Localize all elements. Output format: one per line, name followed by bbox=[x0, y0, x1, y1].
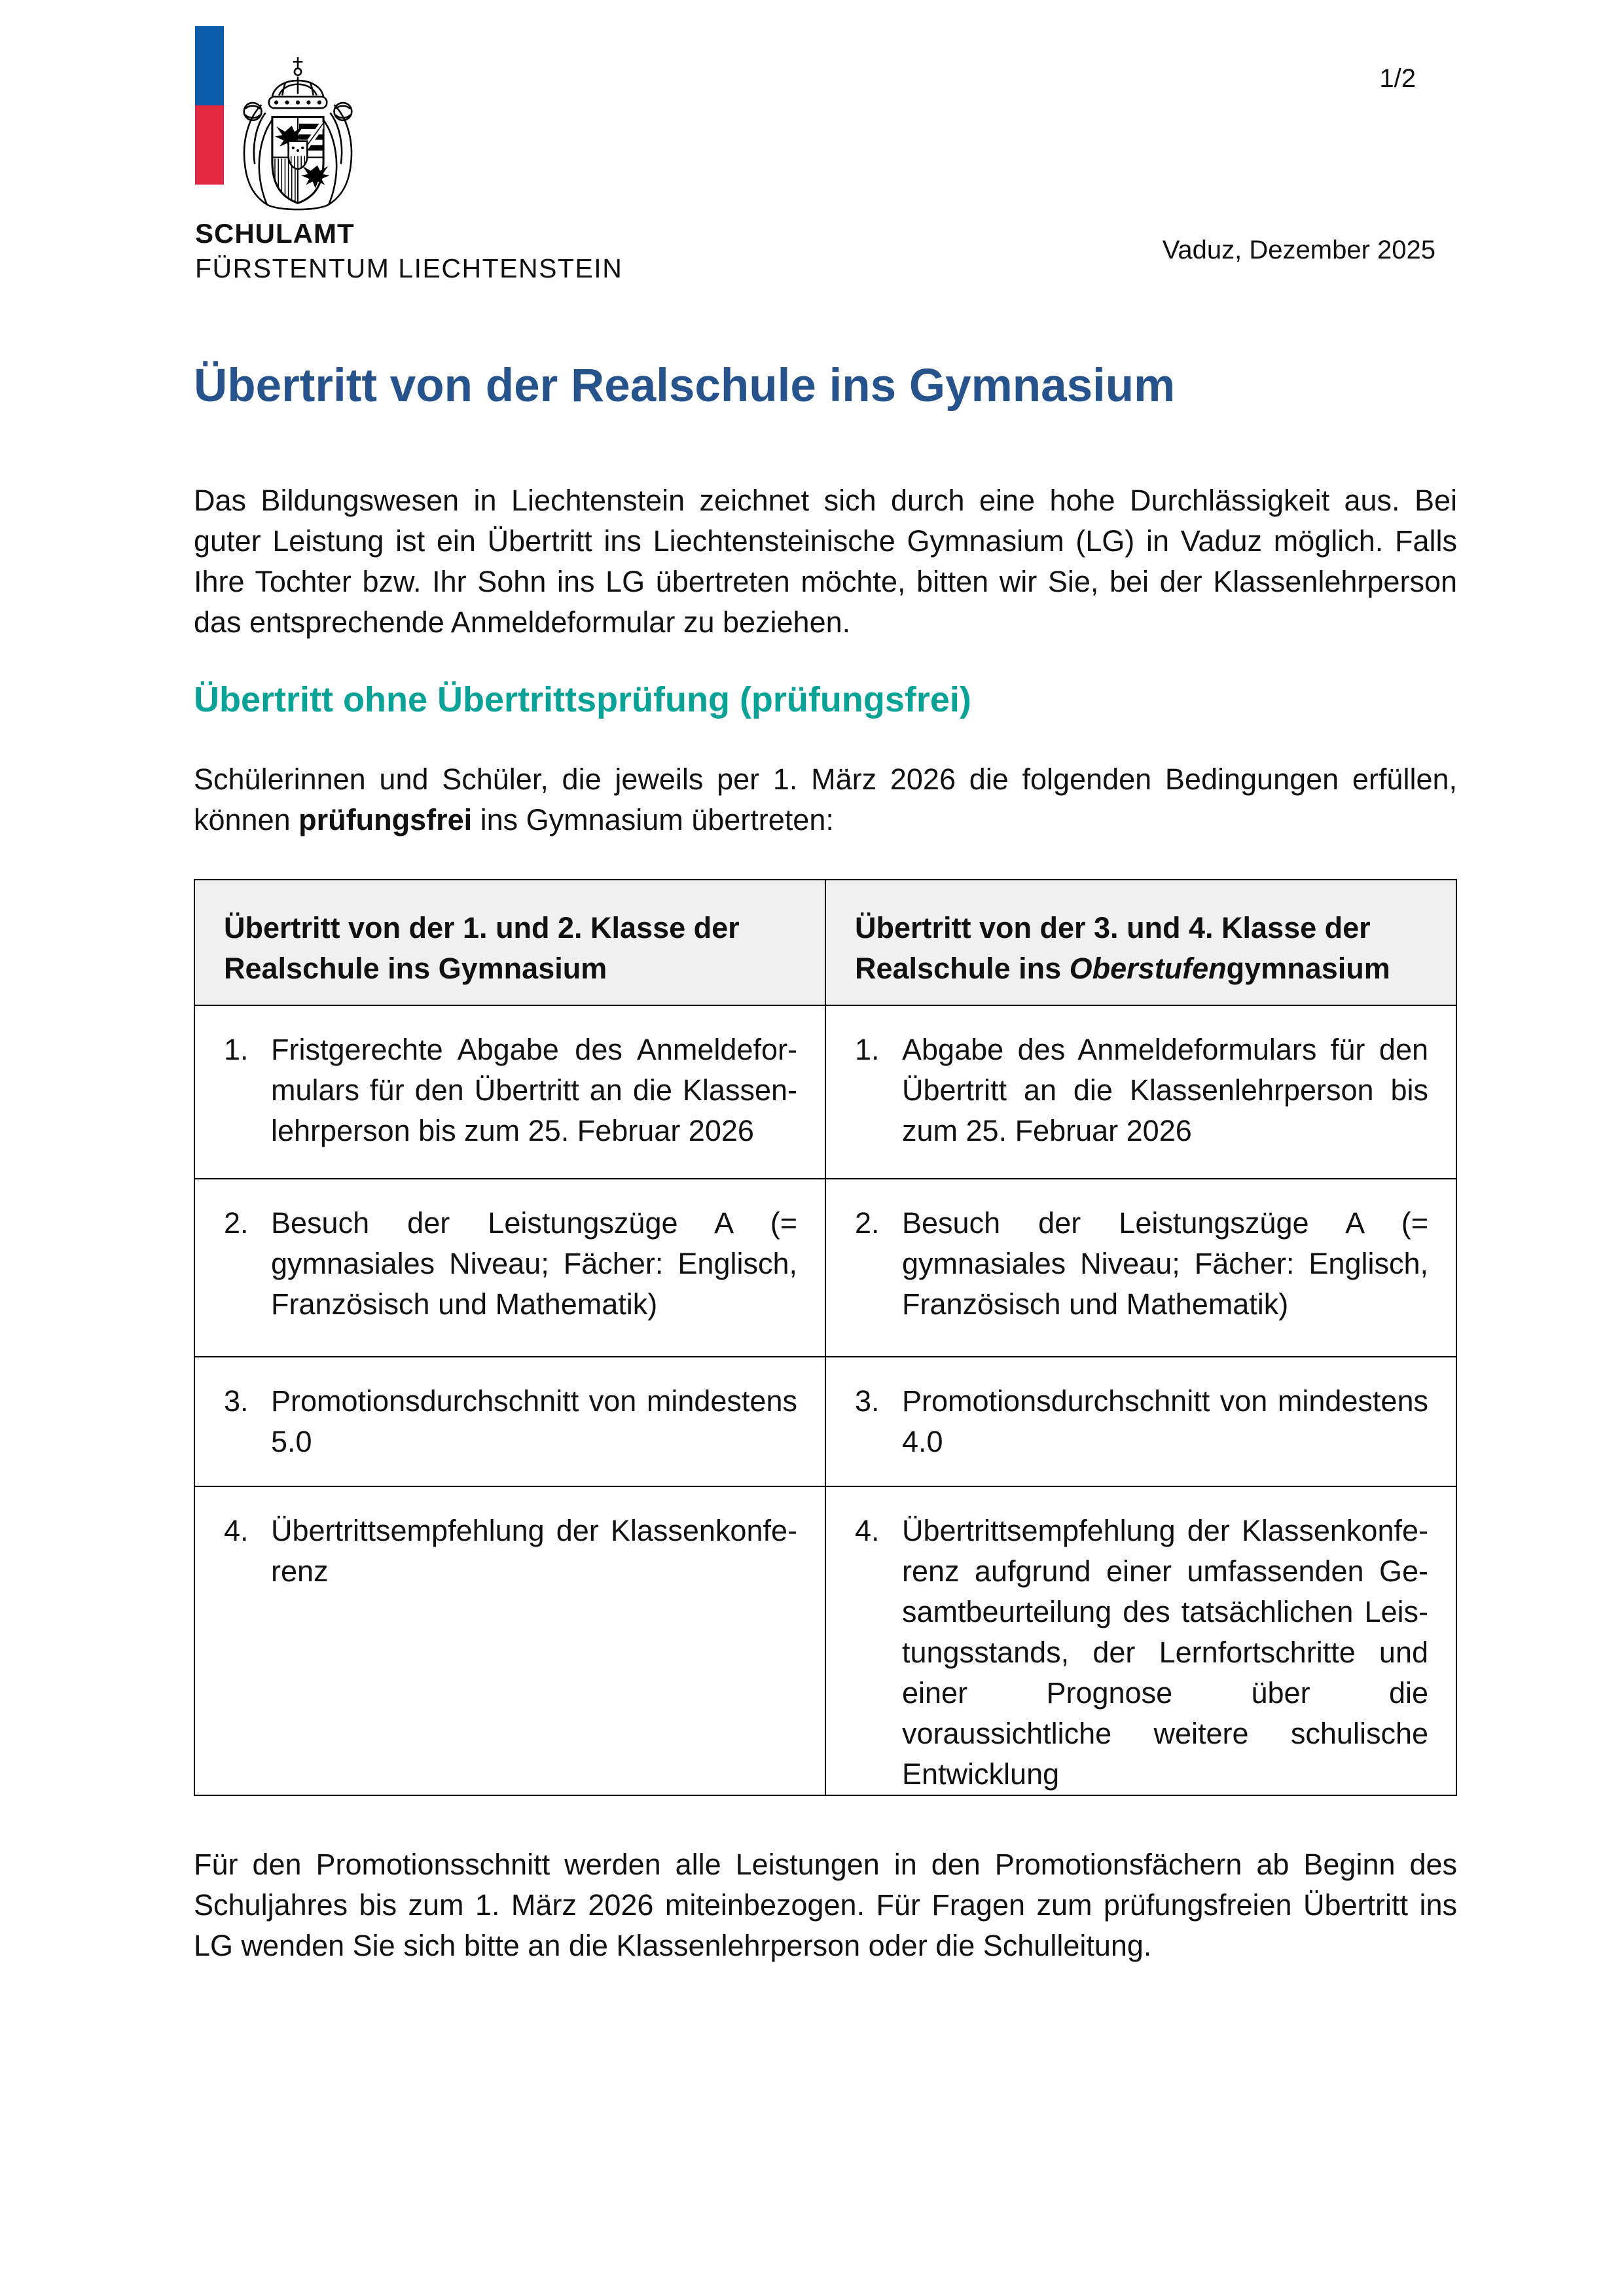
table-header-right-italic: Oberstufen bbox=[1069, 952, 1227, 985]
table-row bbox=[194, 1005, 1456, 1179]
table-row bbox=[194, 1486, 1456, 1795]
cell-right-1 bbox=[825, 1005, 1456, 1179]
table-row bbox=[194, 1179, 1456, 1357]
conditions-table bbox=[194, 879, 1457, 1796]
item-number: 4. bbox=[224, 1514, 249, 1547]
item-number: 3. bbox=[855, 1384, 880, 1418]
org-name: SCHULAMT bbox=[195, 218, 355, 249]
lead-paragraph bbox=[194, 759, 1457, 840]
cell-right-2 bbox=[825, 1179, 1456, 1357]
table-header-left-text: Übertritt von der 1. und 2. Klasse der Realschule ins Gymnasium bbox=[224, 911, 740, 985]
cell-left-4 bbox=[194, 1486, 825, 1795]
item-text: Besuch der Leistungszüge A (= gymnasiales Niveau; Fächer: Englisch, Französisch und Mathematik) bbox=[902, 1206, 1428, 1321]
item-number: 2. bbox=[224, 1206, 249, 1240]
item-number: 2. bbox=[855, 1206, 880, 1240]
table-header-right bbox=[825, 880, 1456, 1005]
page-number: 1/2 bbox=[1379, 64, 1416, 93]
item-text: Promotionsdurchschnitt von mindestens 4.0 bbox=[902, 1384, 1428, 1458]
item-text: Abgabe des Anmeldeformulars für den Übertritt an die Klassenlehrperson bis zum 25. Februar 2026 bbox=[902, 1033, 1428, 1147]
lead-text-post: ins Gymnasium übertreten: bbox=[472, 803, 834, 836]
item-text: Besuch der Leistungszüge A (= gymnasiales Niveau; Fächer: Englisch, Französisch und Mathematik) bbox=[271, 1206, 797, 1321]
item-text: Fristgerechte Abgabe des Anmeldeformulars für den Übertritt an die Klassenlehrperson bis zum 25. Februar 2026 bbox=[271, 1033, 797, 1147]
cell-left-2 bbox=[194, 1179, 825, 1357]
item-number: 3. bbox=[224, 1384, 249, 1418]
item-number: 4. bbox=[855, 1514, 880, 1547]
org-subtitle: FÜRSTENTUM LIECHTENSTEIN bbox=[195, 253, 623, 283]
item-text: Übertrittsempfehlung der Klassenkonferenz bbox=[271, 1514, 797, 1588]
section-heading: Übertritt ohne Übertrittsprüfung (prüfungsfrei) bbox=[194, 680, 971, 719]
table-header-right-pre: Übertritt von der 3. und 4. Klasse der Realschule ins bbox=[855, 911, 1371, 985]
item-text: Übertrittsempfehlung der Klassenkonferenz aufgrund einer umfassenden Gesamtbeurteilung des tatsächlichen Leistungsstands, der Lernfortschritte und einer Prognose über die voraussichtliche weitere schulische Entwicklung bbox=[902, 1514, 1428, 1791]
cell-left-1 bbox=[194, 1005, 825, 1179]
table-header-right-post: gymnasium bbox=[1226, 952, 1390, 985]
lead-text-pre: Schülerinnen und Schüler, die jeweils per 1. März 2026 die folgenden Bedingungen erfüllen, können bbox=[194, 762, 1457, 836]
table-row bbox=[194, 1357, 1456, 1486]
outro-paragraph: Für den Promotionsschnitt werden alle Leistungen in den Promotionsfächern ab Beginn des Schuljahres bis zum 1. März 2026 miteinbezogen. Für Fragen zum prüfungsfreien Übertritt ins LG wenden Sie sich bitte an die Klassenlehrperson oder die Schulleitung. bbox=[194, 1848, 1457, 1962]
date-line: Vaduz, Dezember 2025 bbox=[1162, 236, 1435, 264]
item-number: 1. bbox=[855, 1033, 880, 1066]
item-text: Promotionsdurchschnitt von mindestens 5.0 bbox=[271, 1384, 797, 1458]
cell-right-4 bbox=[825, 1486, 1456, 1795]
document-title: Übertritt von der Realschule ins Gymnasium bbox=[194, 360, 1176, 412]
cell-right-3 bbox=[825, 1357, 1456, 1486]
intro-paragraph: Das Bildungswesen in Liechtenstein zeichnet sich durch eine hohe Durchlässigkeit aus. Bei guter Leistung ist ein Übertritt ins Liechtensteinische Gymnasium (LG) in Vaduz möglich. Falls Ihre Tochter bzw. Ihr Sohn ins LG übertreten möchte, bitten wir Sie, bei der Klassenlehrperson das entsprechende Anmeldeformular zu beziehen. bbox=[194, 484, 1457, 639]
lead-text-bold: prüfungsfrei bbox=[298, 803, 473, 836]
document-body bbox=[194, 0, 1457, 1966]
table-header-row bbox=[194, 880, 1456, 1005]
cell-left-3 bbox=[194, 1357, 825, 1486]
table-header-left bbox=[194, 880, 825, 1005]
item-number: 1. bbox=[224, 1033, 249, 1066]
